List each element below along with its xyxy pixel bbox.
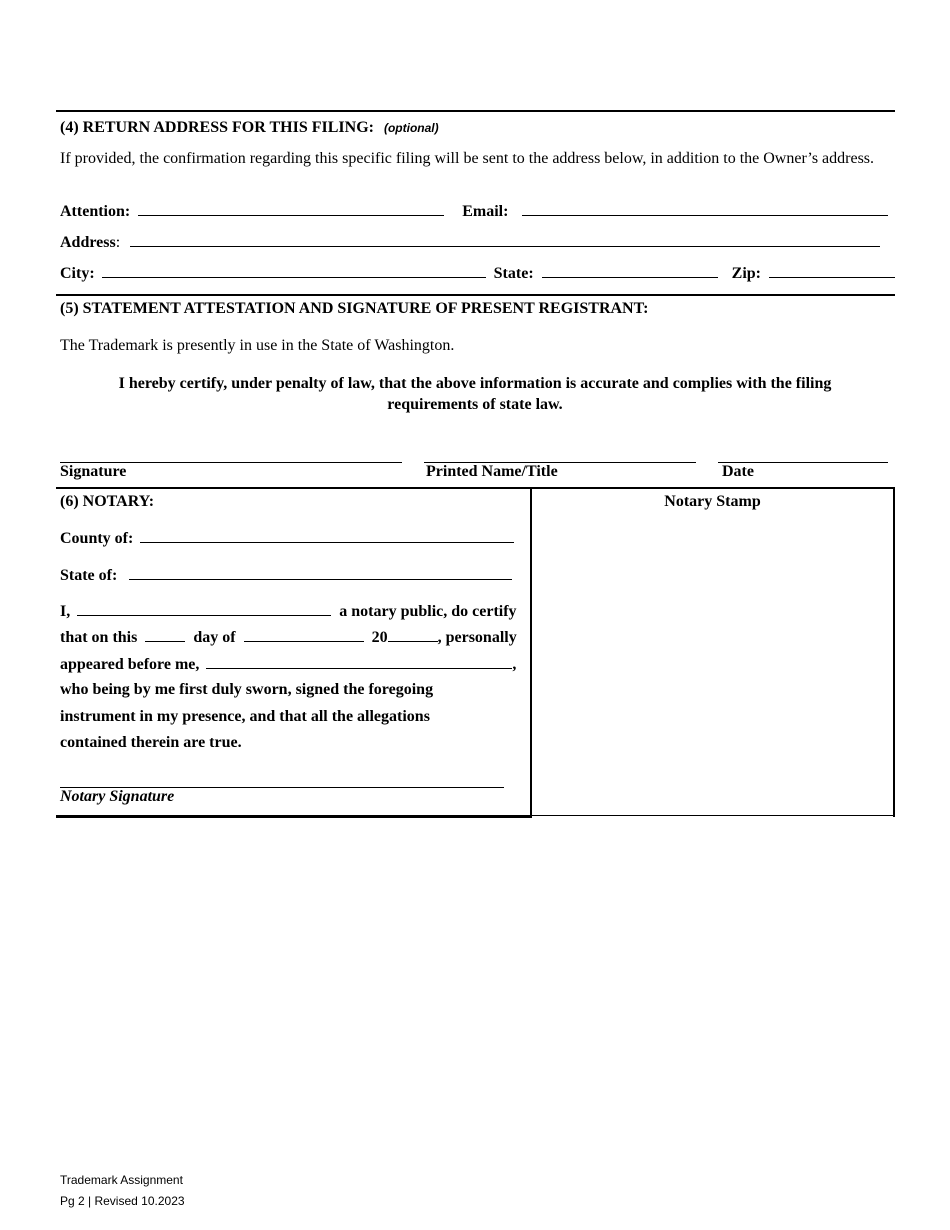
email-field[interactable] [522, 201, 888, 216]
section-4-title: (4) RETURN ADDRESS FOR THIS FILING: [60, 119, 374, 136]
zip-label: Zip: [731, 265, 761, 282]
county-label: County of: [60, 530, 134, 547]
footer-page-info: Pg 2 | Revised 10.2023 [60, 1194, 185, 1208]
certification-line-1: I hereby certify, under penalty of law, that the above information is accurate and complies with the filing [118, 375, 832, 392]
that-on-this-text: that on this [60, 629, 138, 646]
notary-day-field[interactable] [145, 627, 185, 642]
attention-field[interactable] [138, 201, 444, 216]
address-row: Address: [60, 232, 880, 252]
notary-divider [530, 487, 532, 818]
statement-text: The Trademark is presently in use in the State of Washington. [60, 337, 455, 354]
notary-right-border [893, 487, 895, 817]
notary-name-field[interactable] [77, 601, 331, 616]
city-label: City: [60, 265, 95, 282]
section-5-top-rule [56, 294, 895, 296]
certification-text [60, 373, 890, 415]
appeared-name-field[interactable] [206, 654, 512, 669]
day-of-text: day of [193, 629, 236, 646]
notary-state-row [60, 565, 512, 585]
signature-label: Signature [60, 463, 127, 480]
year-prefix-text: 20 [371, 629, 388, 646]
email-label: Email: [462, 203, 509, 220]
notary-bottom-rule [56, 815, 532, 818]
certification-line-2: requirements of state law. [387, 396, 563, 413]
appeared-row: appeared before me, , [60, 656, 517, 673]
city-state-zip-row [60, 263, 895, 283]
notary-name-row [60, 601, 517, 621]
county-row [60, 528, 514, 548]
state-field[interactable] [542, 263, 718, 278]
sworn-line: who being by me first duly sworn, signed the foregoing [60, 681, 434, 698]
notary-month-field[interactable] [244, 627, 364, 642]
notary-date-row [60, 627, 517, 647]
section-5-heading: (5) STATEMENT ATTESTATION AND SIGNATURE OF PRESENT REGISTRANT: [60, 300, 649, 317]
notary-state-label: State of: [60, 567, 118, 584]
attention-row [60, 201, 888, 221]
notary-top-rule [56, 487, 895, 489]
county-field[interactable] [140, 528, 514, 543]
city-field[interactable] [102, 263, 486, 278]
section-4-heading [60, 119, 439, 137]
zip-field[interactable] [769, 263, 895, 278]
notary-certify-text: a notary public, do certify [339, 603, 517, 620]
section-4-top-rule [56, 110, 895, 112]
notary-heading: (6) NOTARY: [60, 493, 155, 510]
contained-line: contained therein are true. [60, 734, 242, 751]
optional-note: (optional) [383, 121, 439, 135]
state-label: State: [493, 265, 534, 282]
notary-stamp-area[interactable] [540, 520, 885, 810]
appeared-text: appeared before me, [60, 656, 200, 673]
date-label: Date [722, 463, 754, 480]
notary-signature-label: Notary Signature [60, 788, 175, 805]
notary-i-text: I, [60, 603, 71, 620]
notary-state-field[interactable] [129, 565, 512, 580]
personally-text: , personally [437, 629, 517, 646]
footer-form-name: Trademark Assignment [60, 1173, 183, 1187]
attention-label: Attention: [60, 203, 131, 220]
section-4-intro: If provided, the confirmation regarding this specific filing will be sent to the address below, in addition to the Owner’s address. [60, 150, 875, 167]
notary-stamp-label: Notary Stamp [664, 493, 761, 510]
address-field[interactable] [130, 232, 880, 247]
address-label: Address [60, 234, 116, 251]
notary-stamp-bottom-border [532, 815, 895, 816]
instrument-line: instrument in my presence, and that all the allegations [60, 708, 430, 725]
printed-name-label: Printed Name/Title [426, 463, 558, 480]
notary-year-field[interactable] [388, 627, 438, 642]
